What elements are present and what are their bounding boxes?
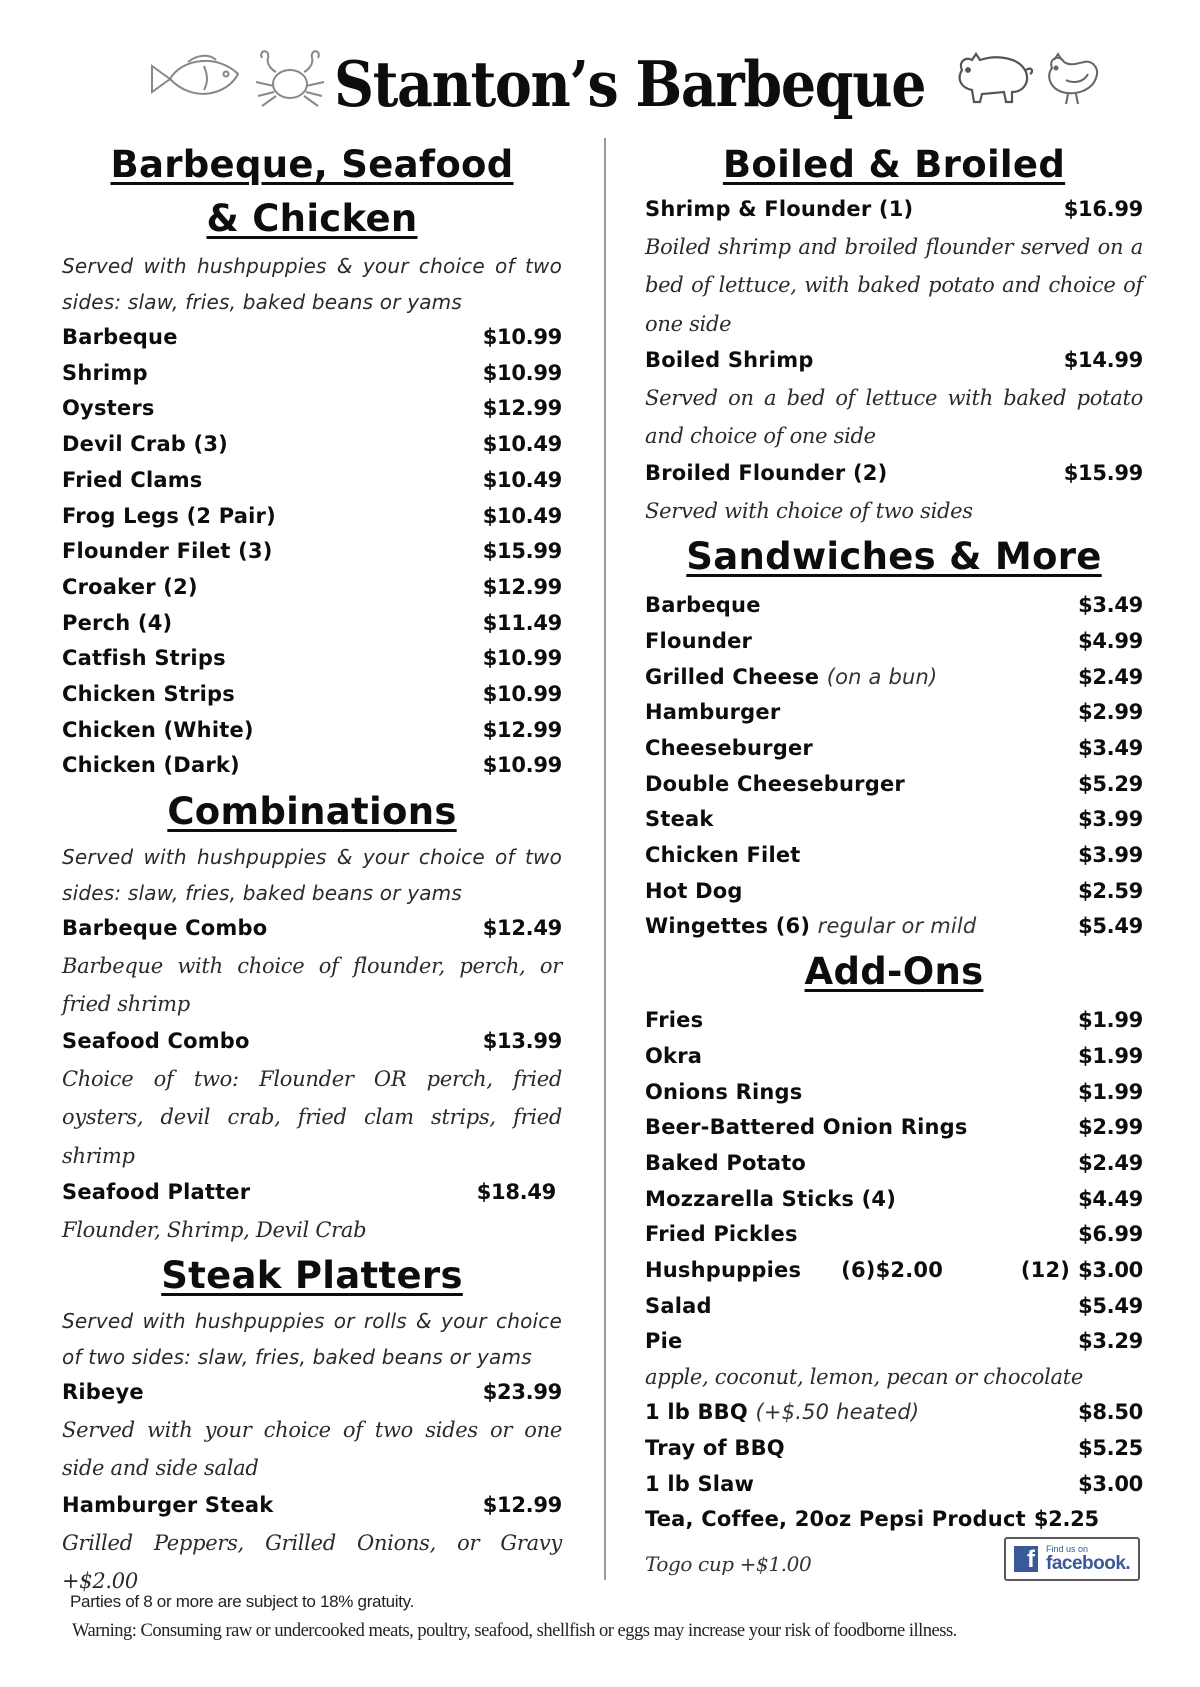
price: $2.99 <box>1078 1115 1143 1140</box>
price: $15.99 <box>482 539 562 564</box>
section-title-boiled-broiled: Boiled & Broiled <box>722 143 1066 186</box>
togo-cup-note: Togo cup +$1.00 <box>645 1552 812 1576</box>
item-description: Served with your choice of two sides or one side and side salad <box>62 1417 562 1481</box>
price: $4.49 <box>1078 1186 1143 1211</box>
price-small-portion: (6)$2.00 <box>841 1258 944 1283</box>
section-note: Served with hushpuppies & your choice of two sides: slaw, fries, baked beans or yams <box>62 254 562 314</box>
menu-item: Mozzarella Sticks (4) $4.49 <box>645 1182 1143 1218</box>
price: $1.99 <box>1078 1079 1143 1104</box>
menu-item: Broiled Flounder (2) $15.99 <box>645 456 1143 492</box>
item-modifier: (+$.50 heated) <box>755 1400 920 1425</box>
item-description: Boiled shrimp and broiled flounder served on a bed of lettuce, with baked potato and choice of one side <box>645 234 1143 336</box>
price: $1.99 <box>1078 1043 1143 1068</box>
price: $10.99 <box>482 325 562 349</box>
price: $12.99 <box>482 396 562 421</box>
menu-item: Croaker (2) $12.99 <box>62 570 562 606</box>
menu-item: Cheeseburger $3.49 <box>645 731 1143 767</box>
menu-item: Barbeque $3.49 <box>645 588 1143 624</box>
price: $3.00 <box>1078 1258 1143 1283</box>
menu-item: Okra $1.99 <box>645 1039 1143 1075</box>
menu-item: Grilled Cheese (on a bun) $2.49 <box>645 660 1143 696</box>
price: $3.00 <box>1078 1471 1143 1496</box>
item-description: Grilled Peppers, Grilled Onions, or Gravy +$2.00 <box>62 1530 562 1594</box>
menu-item: Chicken (Dark) $10.99 <box>62 748 562 784</box>
menu-item: Seafood Platter $18.49 <box>62 1175 562 1211</box>
menu-item: Chicken Strips $10.99 <box>62 677 562 713</box>
item-description: Choice of two: Flounder OR perch, fried oysters, devil crab, fried clam strips, fried shrimp <box>62 1066 562 1168</box>
price: $15.99 <box>1063 460 1143 485</box>
menu-item: Shrimp $10.99 <box>62 356 562 392</box>
right-column <box>645 138 1143 1538</box>
section-title-combinations: Combinations <box>167 790 457 834</box>
price: $3.49 <box>1078 593 1143 618</box>
facebook-find-us-text: Find us on <box>1046 1544 1089 1554</box>
menu-item: Ribeye $23.99 <box>62 1375 562 1411</box>
price: $12.99 <box>482 717 562 742</box>
gratuity-note: Parties of 8 or more are subject to 18% gratuity. <box>70 1592 415 1611</box>
menu-item: Hamburger $2.99 <box>645 695 1143 731</box>
menu-item: Onions Rings $1.99 <box>645 1075 1143 1111</box>
menu-item: Catfish Strips $10.99 <box>62 641 562 677</box>
price: $13.99 <box>482 1028 562 1053</box>
price: $2.49 <box>1078 664 1143 689</box>
price: $10.49 <box>482 503 562 528</box>
restaurant-title: Stanton’s Barbeque <box>334 47 926 121</box>
menu-list-bbq-seafood-chicken <box>62 320 562 784</box>
price: $3.99 <box>1078 807 1143 832</box>
menu-item: Beer-Battered Onion Rings $2.99 <box>645 1110 1143 1146</box>
price: $3.29 <box>1078 1329 1143 1354</box>
column-divider <box>604 138 606 1580</box>
pig-icon <box>948 48 1038 106</box>
menu-item: Wingettes (6) regular or mild $5.49 <box>645 909 1143 945</box>
chicken-icon <box>1040 52 1104 108</box>
section-title-bbq-seafood-chicken: Barbeque, Seafood & Chicken <box>110 143 514 240</box>
price: $3.49 <box>1078 735 1143 760</box>
price: $2.25 <box>1033 1507 1099 1532</box>
left-column <box>62 138 562 1601</box>
menu-item: Barbeque Combo $12.49 <box>62 911 562 947</box>
price: $23.99 <box>482 1380 562 1405</box>
price: $1.99 <box>1078 1008 1143 1033</box>
price: $16.99 <box>1063 197 1143 221</box>
menu-item-hushpuppies: Hushpuppies (6)$2.00 (12) $3.00 <box>645 1253 1143 1289</box>
menu-item: Barbeque $10.99 <box>62 320 562 356</box>
menu-item: Chicken (White) $12.99 <box>62 713 562 749</box>
menu-item: Baked Potato $2.49 <box>645 1146 1143 1182</box>
price: $10.99 <box>482 753 562 778</box>
facebook-badge[interactable] <box>1004 1537 1140 1581</box>
price: $3.99 <box>1078 843 1143 868</box>
menu-item: Hamburger Steak $12.99 <box>62 1488 562 1524</box>
menu-item: Fried Pickles $6.99 <box>645 1217 1143 1253</box>
price: $2.59 <box>1078 878 1143 903</box>
menu-item: Steak $3.99 <box>645 802 1143 838</box>
price: $10.99 <box>482 360 562 385</box>
price: $6.99 <box>1078 1222 1143 1247</box>
menu-item: Pie $3.29 <box>645 1324 1143 1360</box>
item-description: apple, coconut, lemon, pecan or chocolate <box>645 1365 1083 1390</box>
food-safety-warning: Warning: Consuming raw or undercooked meats, poultry, seafood, shellfish or eggs may increase your risk of foodborne illness. <box>72 1621 957 1641</box>
price: $10.49 <box>482 467 562 492</box>
price: $5.25 <box>1078 1435 1143 1460</box>
menu-item: Hot Dog $2.59 <box>645 874 1143 910</box>
facebook-icon: f <box>1014 1546 1038 1572</box>
menu-item: Perch (4) $11.49 <box>62 606 562 642</box>
price: $5.29 <box>1078 771 1143 796</box>
menu-item: 1 lb BBQ (+$.50 heated) $8.50 <box>645 1395 1143 1431</box>
menu-item: Tea, Coffee, 20oz Pepsi Product $2.25 <box>645 1502 1143 1538</box>
menu-item: Fries $1.99 <box>645 1003 1143 1039</box>
menu-item: 1 lb Slaw $3.00 <box>645 1467 1143 1503</box>
item-description: Served on a bed of lettuce with baked potato and choice of one side <box>645 385 1143 449</box>
price: $12.49 <box>482 916 562 941</box>
section-note: Served with hushpuppies or rolls & your choice of two sides: slaw, fries, baked beans or yams <box>62 1309 562 1370</box>
menu-item: Boiled Shrimp $14.99 <box>645 343 1143 379</box>
crab-icon <box>250 48 330 108</box>
menu-item: Devil Crab (3) $10.49 <box>62 427 562 463</box>
menu-item: Tray of BBQ $5.25 <box>645 1431 1143 1467</box>
price: $10.49 <box>482 432 562 457</box>
section-title-steak-platters: Steak Platters <box>161 1254 463 1298</box>
menu-item: Salad $5.49 <box>645 1289 1143 1325</box>
price: $4.99 <box>1078 628 1143 653</box>
item-description: Barbeque with choice of flounder, perch, or fried shrimp <box>62 953 562 1017</box>
menu-item: Seafood Combo $13.99 <box>62 1024 562 1060</box>
menu-item: Oysters $12.99 <box>62 391 562 427</box>
price: $8.50 <box>1078 1400 1143 1425</box>
facebook-brand-text: facebook. <box>1046 1553 1131 1574</box>
price: $5.49 <box>1078 914 1143 939</box>
price: $12.99 <box>482 574 562 599</box>
item-modifier: (on a bun) <box>826 664 938 689</box>
price: $12.99 <box>482 1492 562 1517</box>
price: $10.99 <box>482 646 562 671</box>
menu-item: Fried Clams $10.49 <box>62 463 562 499</box>
section-note: Served with hushpuppies & your choice of two sides: slaw, fries, baked beans or yams <box>62 845 562 906</box>
price: $10.99 <box>482 682 562 707</box>
item-description: Flounder, Shrimp, Devil Crab <box>62 1217 367 1242</box>
price: $5.49 <box>1078 1293 1143 1318</box>
menu-item: Chicken Filet $3.99 <box>645 838 1143 874</box>
large-portion-label: (12) <box>1020 1258 1071 1283</box>
item-modifier: regular or mild <box>817 914 977 939</box>
price: $18.49 <box>476 1180 556 1205</box>
menu-header <box>0 38 1200 128</box>
menu-item: Frog Legs (2 Pair) $10.49 <box>62 499 562 535</box>
section-title-add-ons: Add-Ons <box>804 950 984 994</box>
price: $14.99 <box>1063 348 1143 373</box>
section-title-sandwiches: Sandwiches & More <box>686 535 1102 579</box>
menu-item: Double Cheeseburger $5.29 <box>645 767 1143 803</box>
item-description: Served with choice of two sides <box>645 498 973 523</box>
price: $2.99 <box>1078 700 1143 725</box>
menu-item: Flounder Filet (3) $15.99 <box>62 534 562 570</box>
price: $11.49 <box>482 610 562 635</box>
price: $2.49 <box>1078 1150 1143 1175</box>
menu-item: Flounder $4.99 <box>645 624 1143 660</box>
fish-icon <box>148 52 244 106</box>
menu-item: Shrimp & Flounder (1) $16.99 <box>645 192 1143 228</box>
